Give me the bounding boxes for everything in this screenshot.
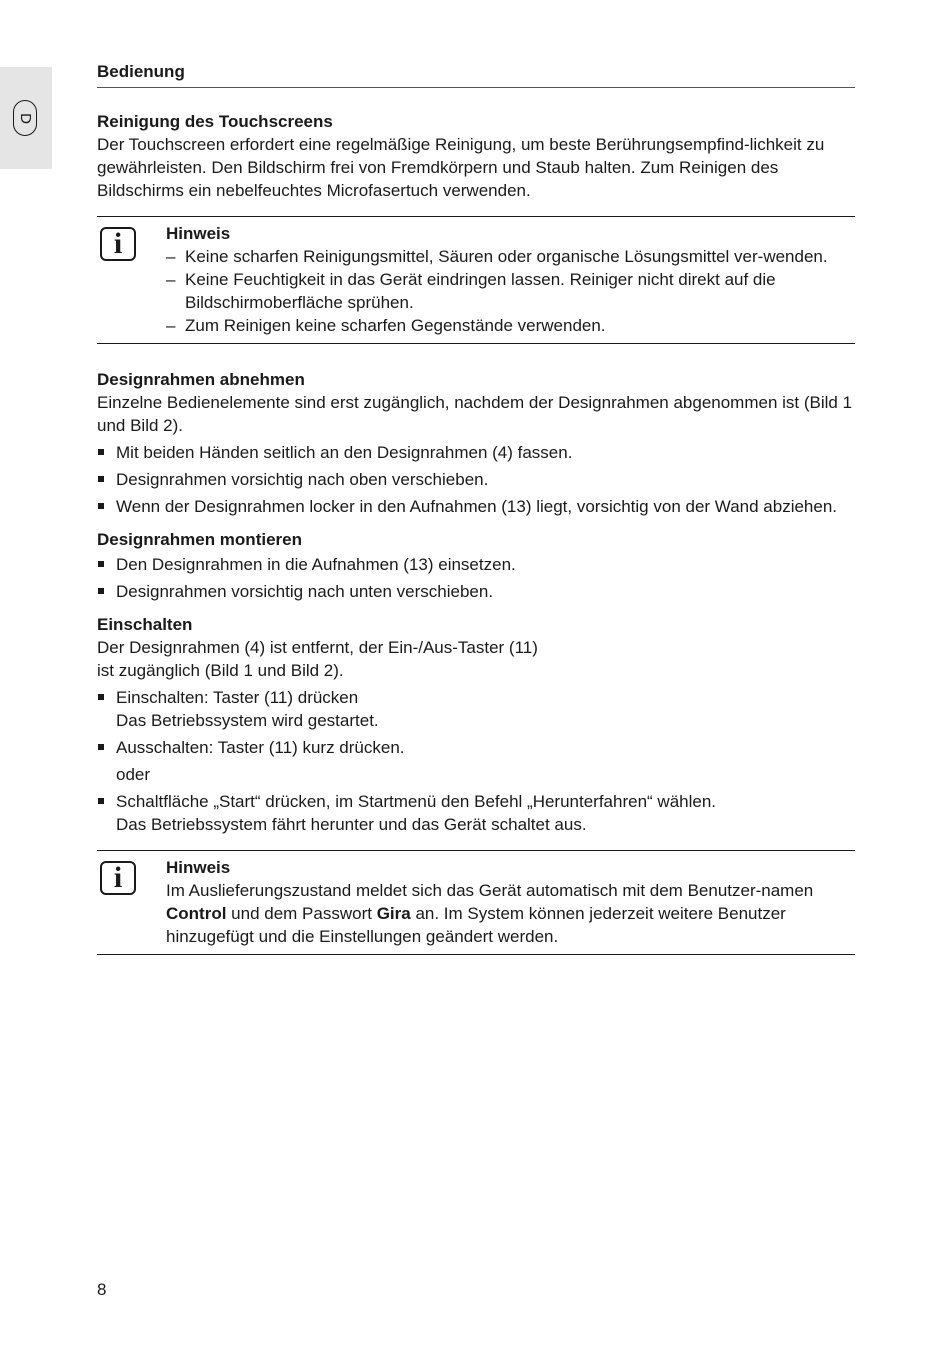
note-title: Hinweis xyxy=(166,224,231,243)
list-item: – Keine Feuchtigkeit in das Gerät eindringen lassen. Reiniger nicht direkt auf die Bildschirmoberfläche sprühen. xyxy=(166,268,855,314)
note-text-part: und dem Passwort xyxy=(226,904,377,923)
list-item xyxy=(97,686,855,732)
password-value: Gira xyxy=(376,904,411,923)
oder-text: oder xyxy=(116,765,151,784)
note-box-cleaning xyxy=(97,216,855,344)
power-on-text-line2: ist zugänglich (Bild 1 und Bild 2). xyxy=(97,661,344,680)
username-value: Control xyxy=(166,904,227,923)
power-on-title: Einschalten xyxy=(97,615,193,634)
remove-frame-text: Einzelne Bedienelemente sind erst zugänglich, nachdem der Designrahmen abgenommen ist (Bild 1 und Bild 2). xyxy=(97,393,853,435)
list-item: Den Designrahmen in die Aufnahmen (13) einsetzen. xyxy=(97,553,855,576)
page-content xyxy=(97,60,855,955)
list-item: – Zum Reinigen keine scharfen Gegenstände verwenden. xyxy=(166,314,855,337)
cleaning-section xyxy=(97,110,855,202)
note-box-login xyxy=(97,850,855,955)
language-badge-label: D xyxy=(16,112,34,124)
info-icon: i xyxy=(100,227,136,261)
mount-frame-steps xyxy=(97,553,855,603)
power-on-text-line1: Der Designrahmen (4) ist entfernt, der Ein-/Aus-Taster (11) xyxy=(97,638,538,657)
list-item: Ausschalten: Taster (11) kurz drücken. xyxy=(97,736,855,759)
shutdown-step: Schaltfläche „Start“ drücken, im Startmenü den Befehl „Herunterfahren“ wählen. xyxy=(116,792,717,811)
list-item: Mit beiden Händen seitlich an den Designrahmen (4) fassen. xyxy=(97,441,855,464)
mount-frame-title: Designrahmen montieren xyxy=(97,530,302,549)
mount-frame-section xyxy=(97,528,855,603)
remove-frame-steps xyxy=(97,441,855,518)
running-header: Bedienung xyxy=(97,60,855,88)
note-list xyxy=(166,245,855,337)
list-item: Designrahmen vorsichtig nach oben verschieben. xyxy=(97,468,855,491)
note-text xyxy=(166,879,855,948)
page-number: 8 xyxy=(97,1280,107,1299)
cleaning-title: Reinigung des Touchscreens xyxy=(97,112,333,131)
remove-frame-section xyxy=(97,368,855,518)
note-text-part: Im Auslieferungszustand meldet sich das Gerät automatisch mit dem Benutzer-namen xyxy=(166,881,814,900)
remove-frame-title: Designrahmen abnehmen xyxy=(97,370,305,389)
info-icon: i xyxy=(100,861,136,895)
list-item: Wenn der Designrahmen locker in den Aufnahmen (13) liegt, vorsichtig von der Wand abziehen. xyxy=(97,495,855,518)
shutdown-step-result: Das Betriebssystem fährt herunter und das Gerät schaltet aus. xyxy=(116,815,587,834)
list-item: – Keine scharfen Reinigungsmittel, Säuren oder organische Lösungsmittel ver-wenden. xyxy=(166,245,855,268)
power-on-section xyxy=(97,613,855,836)
note-title: Hinweis xyxy=(166,858,231,877)
language-badge xyxy=(13,100,37,136)
list-item: Designrahmen vorsichtig nach unten verschieben. xyxy=(97,580,855,603)
note-text-part: an. Im System können jederzeit weitere Benutzer hinzugefügt und die Einstellungen geändert werden. xyxy=(166,904,786,946)
list-item xyxy=(97,790,855,836)
power-on-step: Einschalten: Taster (11) drücken xyxy=(116,688,359,707)
cleaning-text: Der Touchscreen erfordert eine regelmäßige Reinigung, um beste Berührungsempfind-lichkeit zu gewährleisten. Den Bildschirm frei von Fremdkörpern und Staub halten. Zum Reinigen des Bildschirms ein nebelfeuchtes Microfasertuch verwenden. xyxy=(97,135,825,200)
power-on-step-result: Das Betriebssystem wird gestartet. xyxy=(116,711,379,730)
shutdown-steps xyxy=(97,790,855,836)
power-steps xyxy=(97,686,855,759)
